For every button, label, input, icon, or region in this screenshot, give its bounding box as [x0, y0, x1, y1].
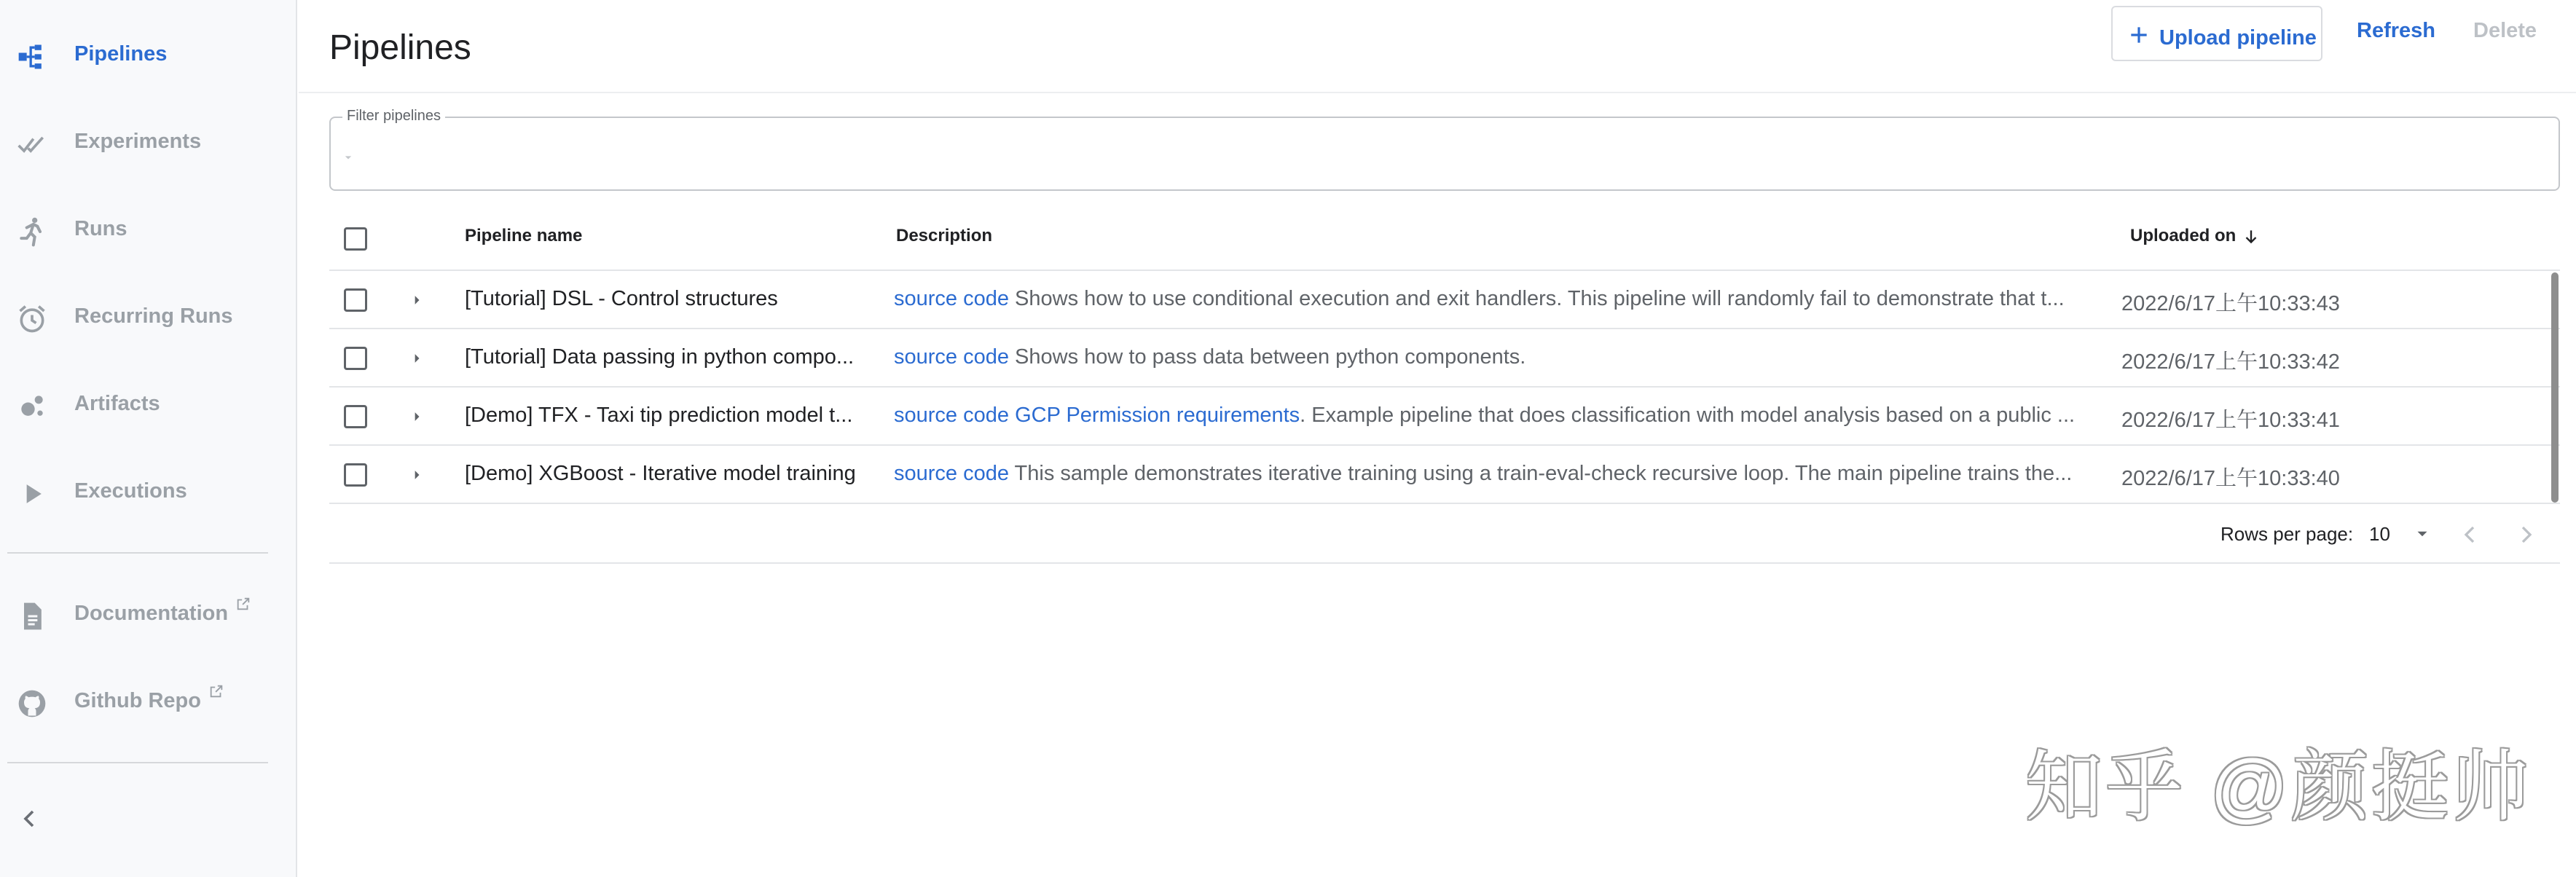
caret-down-icon — [2413, 524, 2432, 543]
collapse-sidebar-button[interactable] — [15, 804, 44, 833]
column-header-description[interactable]: Description — [896, 226, 993, 245]
document-icon — [16, 600, 48, 632]
sidebar-divider — [7, 552, 268, 554]
row-checkbox[interactable] — [344, 405, 367, 428]
pipelines-icon — [16, 41, 48, 73]
table-row[interactable] — [329, 446, 2560, 504]
previous-page-button[interactable] — [2455, 520, 2484, 549]
source-code-link[interactable]: source code — [894, 287, 1009, 310]
rows-per-page-select[interactable] — [2369, 517, 2436, 549]
recurring-runs-icon — [16, 303, 48, 335]
runs-icon — [16, 216, 48, 248]
sidebar-item-label: Experiments — [74, 130, 202, 153]
column-header-uploaded-on[interactable]: Uploaded on — [2130, 226, 2261, 246]
caret-down-icon — [341, 150, 356, 165]
pipeline-description: source code This sample demonstrates iterative training using a train-eval-check recursive loop. The main pipeline trains the... — [894, 462, 2073, 485]
pipeline-name-link[interactable]: [Demo] TFX - Taxi tip prediction model t... — [465, 404, 853, 427]
sidebar-item-label: Artifacts — [74, 392, 160, 415]
gcp-permission-link[interactable]: GCP Permission requirements — [1015, 404, 1300, 427]
sidebar-item-experiments[interactable] — [0, 103, 297, 184]
sidebar-link-label: Documentation — [74, 602, 251, 626]
uploaded-on: 2022/6/17上午10:33:40 — [2121, 467, 2340, 490]
uploaded-on: 2022/6/17上午10:33:41 — [2121, 409, 2340, 432]
delete-button[interactable]: Delete — [2473, 19, 2537, 42]
uploaded-on: 2022/6/17上午10:33:42 — [2121, 350, 2340, 374]
sidebar-link-github-repo[interactable] — [0, 663, 297, 743]
watermark: 知乎 @颜挺帅 — [2025, 744, 2532, 830]
sidebar-item-label: Recurring Runs — [74, 304, 233, 328]
pipeline-name-link[interactable]: [Tutorial] DSL - Control structures — [465, 287, 778, 310]
pipeline-description: source code GCP Permission requirements. Example pipeline that does classification with model analysis based on a public ... — [894, 404, 2076, 427]
source-code-link[interactable]: source code — [894, 345, 1009, 369]
chevron-left-icon — [15, 804, 44, 833]
caret-right-icon — [407, 406, 427, 427]
uploaded-on: 2022/6/17上午10:33:43 — [2121, 292, 2340, 315]
source-code-link[interactable]: source code — [894, 462, 1009, 485]
external-link-icon — [208, 683, 224, 699]
table-row[interactable] — [329, 329, 2560, 388]
sidebar-item-executions[interactable] — [0, 453, 297, 533]
github-icon — [16, 688, 48, 720]
page-title: Pipelines — [329, 28, 471, 67]
row-checkbox[interactable] — [344, 288, 367, 312]
external-link-icon — [235, 596, 251, 612]
sidebar-divider — [7, 762, 268, 763]
refresh-button[interactable]: Refresh — [2357, 19, 2435, 42]
sidebar — [0, 0, 297, 877]
table-row[interactable] — [329, 271, 2560, 329]
sidebar-link-documentation[interactable] — [0, 575, 297, 656]
sidebar-item-runs[interactable] — [0, 191, 297, 271]
plus-icon — [2127, 23, 2151, 47]
sidebar-item-pipelines[interactable] — [0, 16, 297, 96]
sidebar-item-artifacts[interactable] — [0, 366, 297, 446]
pagination-bar — [329, 504, 2560, 564]
experiments-icon — [16, 128, 48, 160]
sidebar-item-label: Executions — [74, 479, 187, 503]
sidebar-item-label: Runs — [74, 217, 127, 240]
upload-pipeline-label: Upload pipeline — [2159, 26, 2317, 50]
filter-pipelines-label: Filter pipelines — [342, 108, 445, 125]
rows-per-page-label: Rows per page: — [2220, 523, 2354, 545]
pipeline-description: source code Shows how to use conditional execution and exit handlers. This pipeline will randomly fail to demonstrate that t... — [894, 287, 2065, 310]
upload-pipeline-button[interactable] — [2111, 6, 2322, 61]
pipeline-name-link[interactable]: [Demo] XGBoost - Iterative model training — [465, 462, 856, 485]
table-header — [329, 210, 2560, 271]
expand-row-button[interactable] — [407, 348, 427, 369]
table-scrollbar[interactable] — [2551, 272, 2559, 503]
pipeline-description: source code Shows how to pass data between python components. — [894, 345, 1526, 369]
expand-row-button[interactable] — [407, 406, 427, 427]
expand-row-button[interactable] — [407, 465, 427, 485]
sidebar-link-label: Github Repo — [74, 689, 224, 713]
caret-right-icon — [407, 348, 427, 369]
row-checkbox[interactable] — [344, 347, 367, 370]
executions-icon — [16, 478, 48, 510]
arrow-down-icon — [2242, 227, 2261, 246]
table-row[interactable] — [329, 388, 2560, 446]
pipeline-name-link[interactable]: [Tutorial] Data passing in python compo... — [465, 345, 855, 369]
filter-pipelines-field[interactable] — [329, 108, 2560, 191]
caret-right-icon — [407, 290, 427, 310]
caret-right-icon — [407, 465, 427, 485]
sidebar-item-label: Pipelines — [74, 42, 168, 66]
next-page-button[interactable] — [2512, 520, 2541, 549]
select-all-checkbox[interactable] — [344, 227, 367, 251]
artifacts-icon — [16, 390, 48, 422]
chevron-right-icon — [2512, 520, 2541, 549]
sidebar-item-recurring-runs[interactable] — [0, 278, 297, 358]
page-header — [299, 0, 2576, 93]
column-header-pipeline-name[interactable]: Pipeline name — [465, 226, 583, 245]
source-code-link[interactable]: source code — [894, 404, 1009, 427]
row-checkbox[interactable] — [344, 463, 367, 487]
chevron-left-icon — [2455, 520, 2484, 549]
expand-row-button[interactable] — [407, 290, 427, 310]
rows-per-page-value: 10 — [2369, 523, 2390, 545]
